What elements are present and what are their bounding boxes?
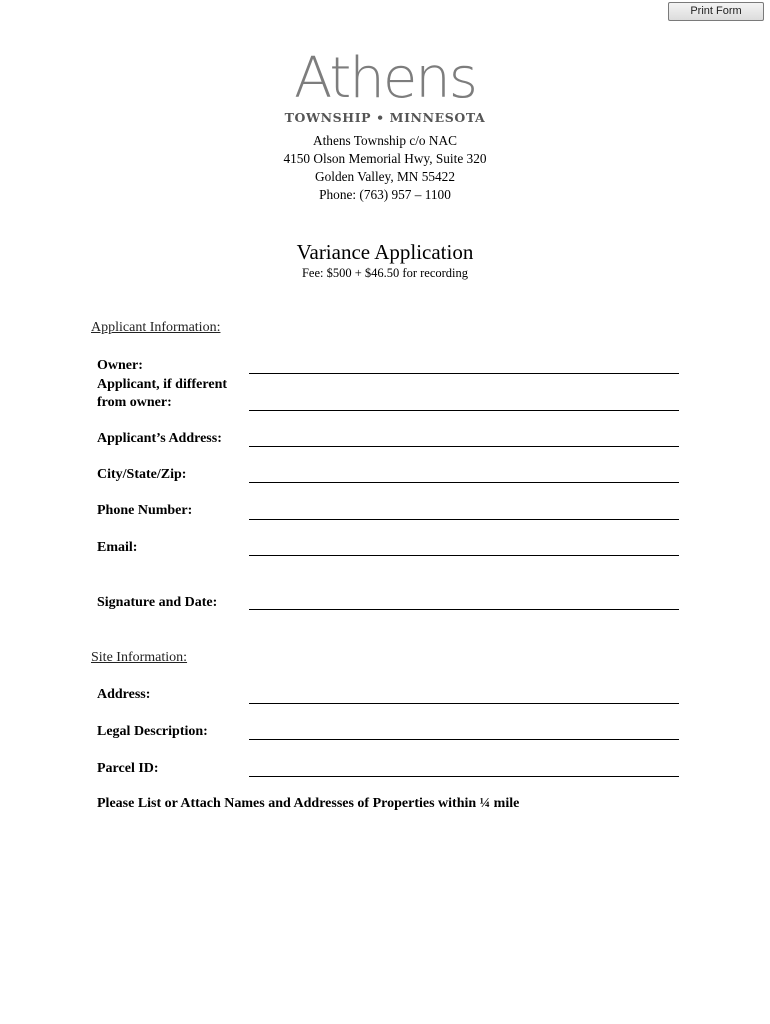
parcel-id-field[interactable] xyxy=(249,776,679,777)
applicant-field[interactable] xyxy=(249,410,679,411)
site-section-heading: Site Information: xyxy=(91,650,188,665)
city-state-zip-field[interactable] xyxy=(249,482,679,483)
logo-wordmark: Athens xyxy=(294,46,476,111)
owner-field[interactable] xyxy=(249,373,679,374)
phone-number-field[interactable] xyxy=(249,519,679,520)
city-state-zip-label: City/State/Zip: xyxy=(97,467,187,482)
owner-label: Owner: xyxy=(97,358,143,373)
email-field[interactable] xyxy=(249,555,679,556)
address-line-1: Athens Township c/o NAC xyxy=(313,133,457,148)
legal-description-label: Legal Description: xyxy=(97,724,208,739)
signature-date-label: Signature and Date: xyxy=(97,595,218,610)
parcel-id-label: Parcel ID: xyxy=(97,761,159,776)
site-address-label: Address: xyxy=(97,687,151,702)
logo-subtitle: TOWNSHIP • MINNESOTA xyxy=(284,110,486,125)
print-form-button[interactable]: Print Form xyxy=(668,2,764,21)
properties-list-instruction: Please List or Attach Names and Addresses of Properties within ¼ mile xyxy=(97,796,520,811)
athens-township-logo xyxy=(278,46,492,130)
applicant-different-label-2: from owner: xyxy=(97,395,172,410)
township-address xyxy=(0,132,770,204)
applicant-address-field[interactable] xyxy=(249,446,679,447)
applicant-different-label: Applicant, if different xyxy=(97,377,228,392)
site-address-field[interactable] xyxy=(249,703,679,704)
phone-number-label: Phone Number: xyxy=(97,503,193,518)
address-line-3: Golden Valley, MN 55422 xyxy=(315,169,455,184)
address-phone: Phone: (763) 957 – 1100 xyxy=(319,187,451,202)
address-line-2: 4150 Olson Memorial Hwy, Suite 320 xyxy=(283,151,487,166)
legal-description-field[interactable] xyxy=(249,739,679,740)
signature-date-field[interactable] xyxy=(249,609,679,610)
email-label: Email: xyxy=(97,540,138,555)
document-title: Variance Application xyxy=(296,240,474,264)
applicant-address-label: Applicant’s Address: xyxy=(97,431,222,446)
fee-note: Fee: $500 + $46.50 for recording xyxy=(301,266,469,280)
applicant-section-heading: Applicant Information: xyxy=(91,320,221,335)
